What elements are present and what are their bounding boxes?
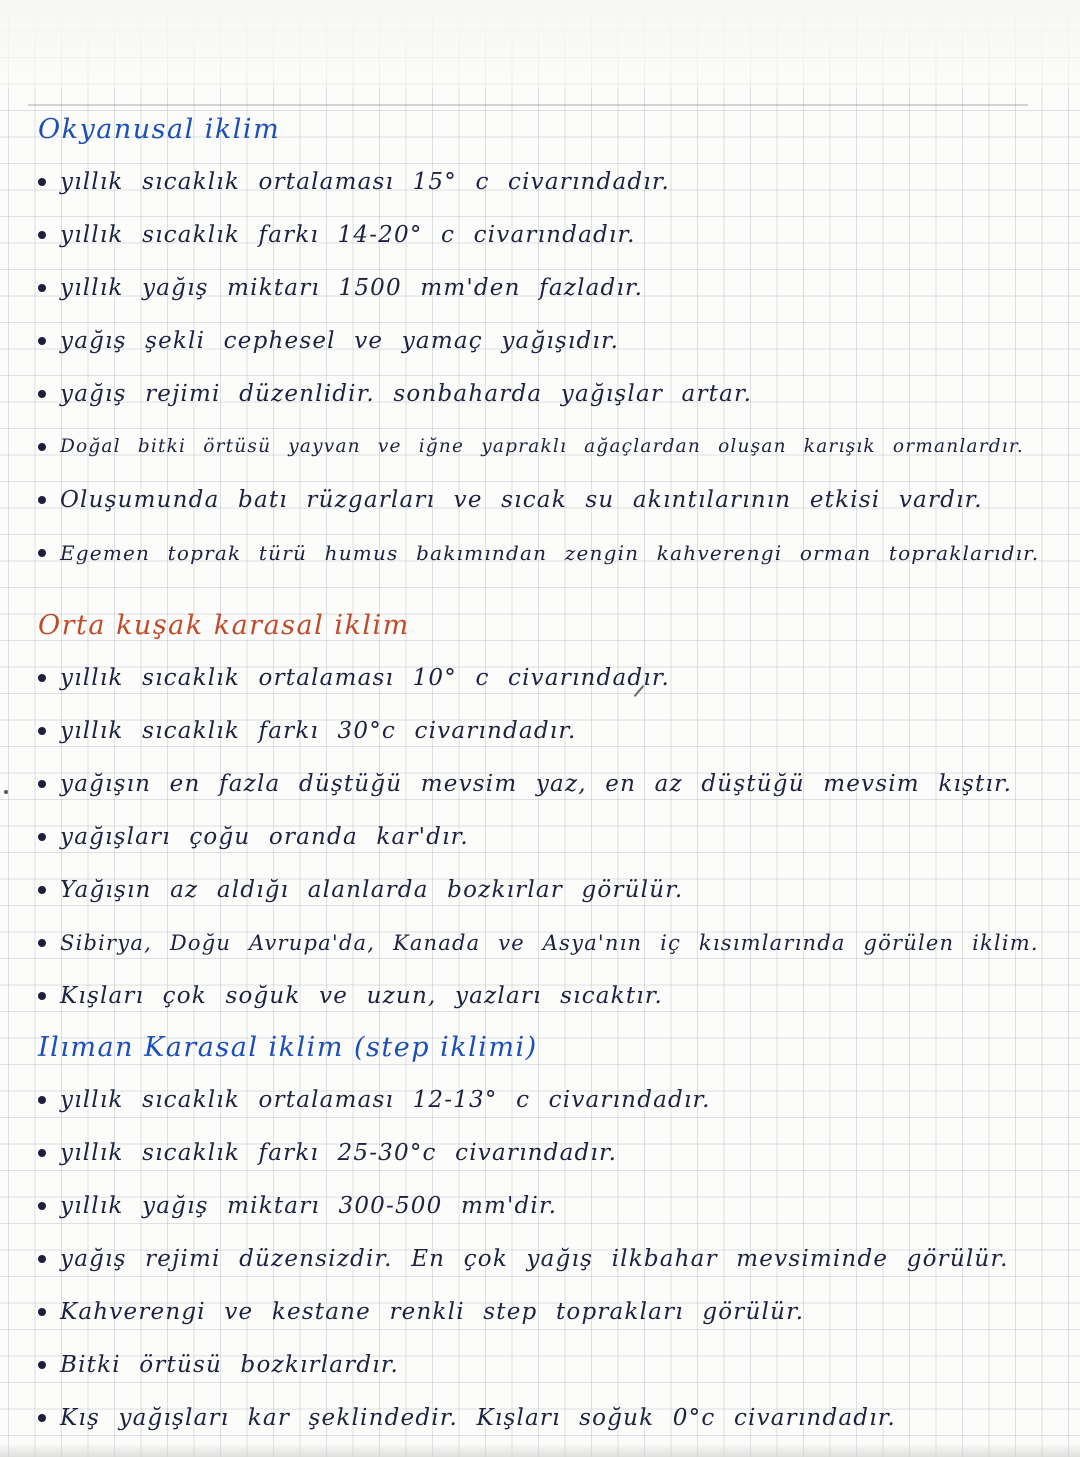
- bullet-dot-icon: [38, 727, 46, 735]
- bullet-dot-icon: [38, 939, 46, 947]
- list-item: [32, 160, 1062, 213]
- section-heading: Ilıman Karasal iklim (step iklimi): [38, 1032, 538, 1063]
- bullet-dot-icon: [38, 390, 46, 398]
- list-item-text: Yağışın az aldığı alanlarda bozkırlar görülür.: [60, 877, 684, 903]
- list-item-text: yıllık sıcaklık farkı 30°c civarındadır.: [60, 718, 577, 744]
- list-item: [32, 1237, 1062, 1290]
- list-item: [32, 531, 1062, 584]
- bullet-list: [32, 656, 1062, 1027]
- bullet-dot-icon: [38, 886, 46, 894]
- list-item-text: yağış rejimi düzenlidir. sonbaharda yağışlar artar.: [60, 381, 753, 407]
- list-item-text: Sibirya, Doğu Avrupa'da, Kanada ve Asya'nın iç kısımlarında görülen iklim.: [60, 931, 1039, 955]
- bullet-list: [32, 1078, 1062, 1449]
- list-item: [32, 478, 1062, 531]
- bullet-dot-icon: [38, 833, 46, 841]
- top-margin-line: [28, 104, 1028, 106]
- list-item-text: yağış şekli cephesel ve yamaç yağışıdır.: [60, 328, 620, 354]
- bullet-list: [32, 160, 1062, 584]
- section-heading: Okyanusal iklim: [38, 114, 281, 145]
- list-item-text: yıllık sıcaklık ortalaması 12-13° c civarındadır.: [60, 1087, 711, 1113]
- bullet-dot-icon: [38, 549, 46, 557]
- list-item-text: yıllık yağış miktarı 300-500 mm'dir.: [60, 1193, 558, 1219]
- list-item-text: yağışın en fazla düştüğü mevsim yaz, en az düştüğü mevsim kıştır.: [60, 771, 1013, 797]
- list-item: [32, 1131, 1062, 1184]
- list-item-text: yıllık sıcaklık farkı 14-20° c civarındadır.: [60, 222, 636, 248]
- bullet-dot-icon: [38, 1255, 46, 1263]
- list-item: [32, 319, 1062, 372]
- bullet-dot-icon: [38, 1202, 46, 1210]
- list-item-text: Kış yağışları kar şeklindedir. Kışları soğuk 0°c civarındadır.: [60, 1405, 896, 1431]
- ink-mark: [4, 790, 8, 794]
- list-item-text: yıllık sıcaklık farkı 25-30°c civarındadır.: [60, 1140, 618, 1166]
- list-item: [32, 213, 1062, 266]
- list-item: [32, 868, 1062, 921]
- list-item-text: yıllık yağış miktarı 1500 mm'den fazladır.: [60, 275, 644, 301]
- list-item-text: Doğal bitki örtüsü yayvan ve iğne yapraklı ağaçlardan oluşan karışık ormanlardır.: [60, 436, 1024, 457]
- bullet-dot-icon: [38, 337, 46, 345]
- list-item: [32, 656, 1062, 709]
- page-top-margin: [0, 0, 1080, 88]
- list-item: [32, 1078, 1062, 1131]
- list-item-text: yıllık sıcaklık ortalaması 15° c civarındadır.: [60, 169, 671, 195]
- list-item-text: Kahverengi ve kestane renkli step toprakları görülür.: [60, 1299, 805, 1325]
- bullet-dot-icon: [38, 284, 46, 292]
- list-item: [32, 1290, 1062, 1343]
- list-item-text: yıllık sıcaklık ortalaması 10° c civarındadır.: [60, 665, 671, 691]
- bullet-dot-icon: [38, 1096, 46, 1104]
- bullet-dot-icon: [38, 1149, 46, 1157]
- list-item-text: Bitki örtüsü bozkırlardır.: [60, 1352, 400, 1378]
- list-item: [32, 762, 1062, 815]
- list-item: [32, 1396, 1062, 1449]
- bullet-dot-icon: [38, 443, 46, 451]
- list-item: [32, 372, 1062, 425]
- bullet-dot-icon: [38, 496, 46, 504]
- list-item-text: Egemen toprak türü humus bakımından zengin kahverengi orman topraklarıdır.: [60, 541, 1040, 565]
- list-item: [32, 921, 1062, 974]
- section-heading: Orta kuşak karasal iklim: [38, 610, 410, 641]
- list-item: [32, 815, 1062, 868]
- list-item: [32, 1184, 1062, 1237]
- page-bottom-edge: [0, 1443, 1080, 1457]
- list-item: [32, 425, 1062, 478]
- bullet-dot-icon: [38, 674, 46, 682]
- list-item: [32, 709, 1062, 762]
- bullet-dot-icon: [38, 992, 46, 1000]
- list-item: [32, 974, 1062, 1027]
- list-item-text: yağış rejimi düzensizdir. En çok yağış ilkbahar mevsiminde görülür.: [60, 1246, 1009, 1272]
- list-item-text: Oluşumunda batı rüzgarları ve sıcak su akıntılarının etkisi vardır.: [60, 487, 983, 513]
- bullet-dot-icon: [38, 780, 46, 788]
- list-item-text: Kışları çok soğuk ve uzun, yazları sıcaktır.: [60, 983, 663, 1009]
- bullet-dot-icon: [38, 178, 46, 186]
- bullet-dot-icon: [38, 1361, 46, 1369]
- bullet-dot-icon: [38, 231, 46, 239]
- bullet-dot-icon: [38, 1308, 46, 1316]
- list-item-text: yağışları çoğu oranda kar'dır.: [60, 824, 469, 850]
- list-item: [32, 1343, 1062, 1396]
- bullet-dot-icon: [38, 1414, 46, 1422]
- list-item: [32, 266, 1062, 319]
